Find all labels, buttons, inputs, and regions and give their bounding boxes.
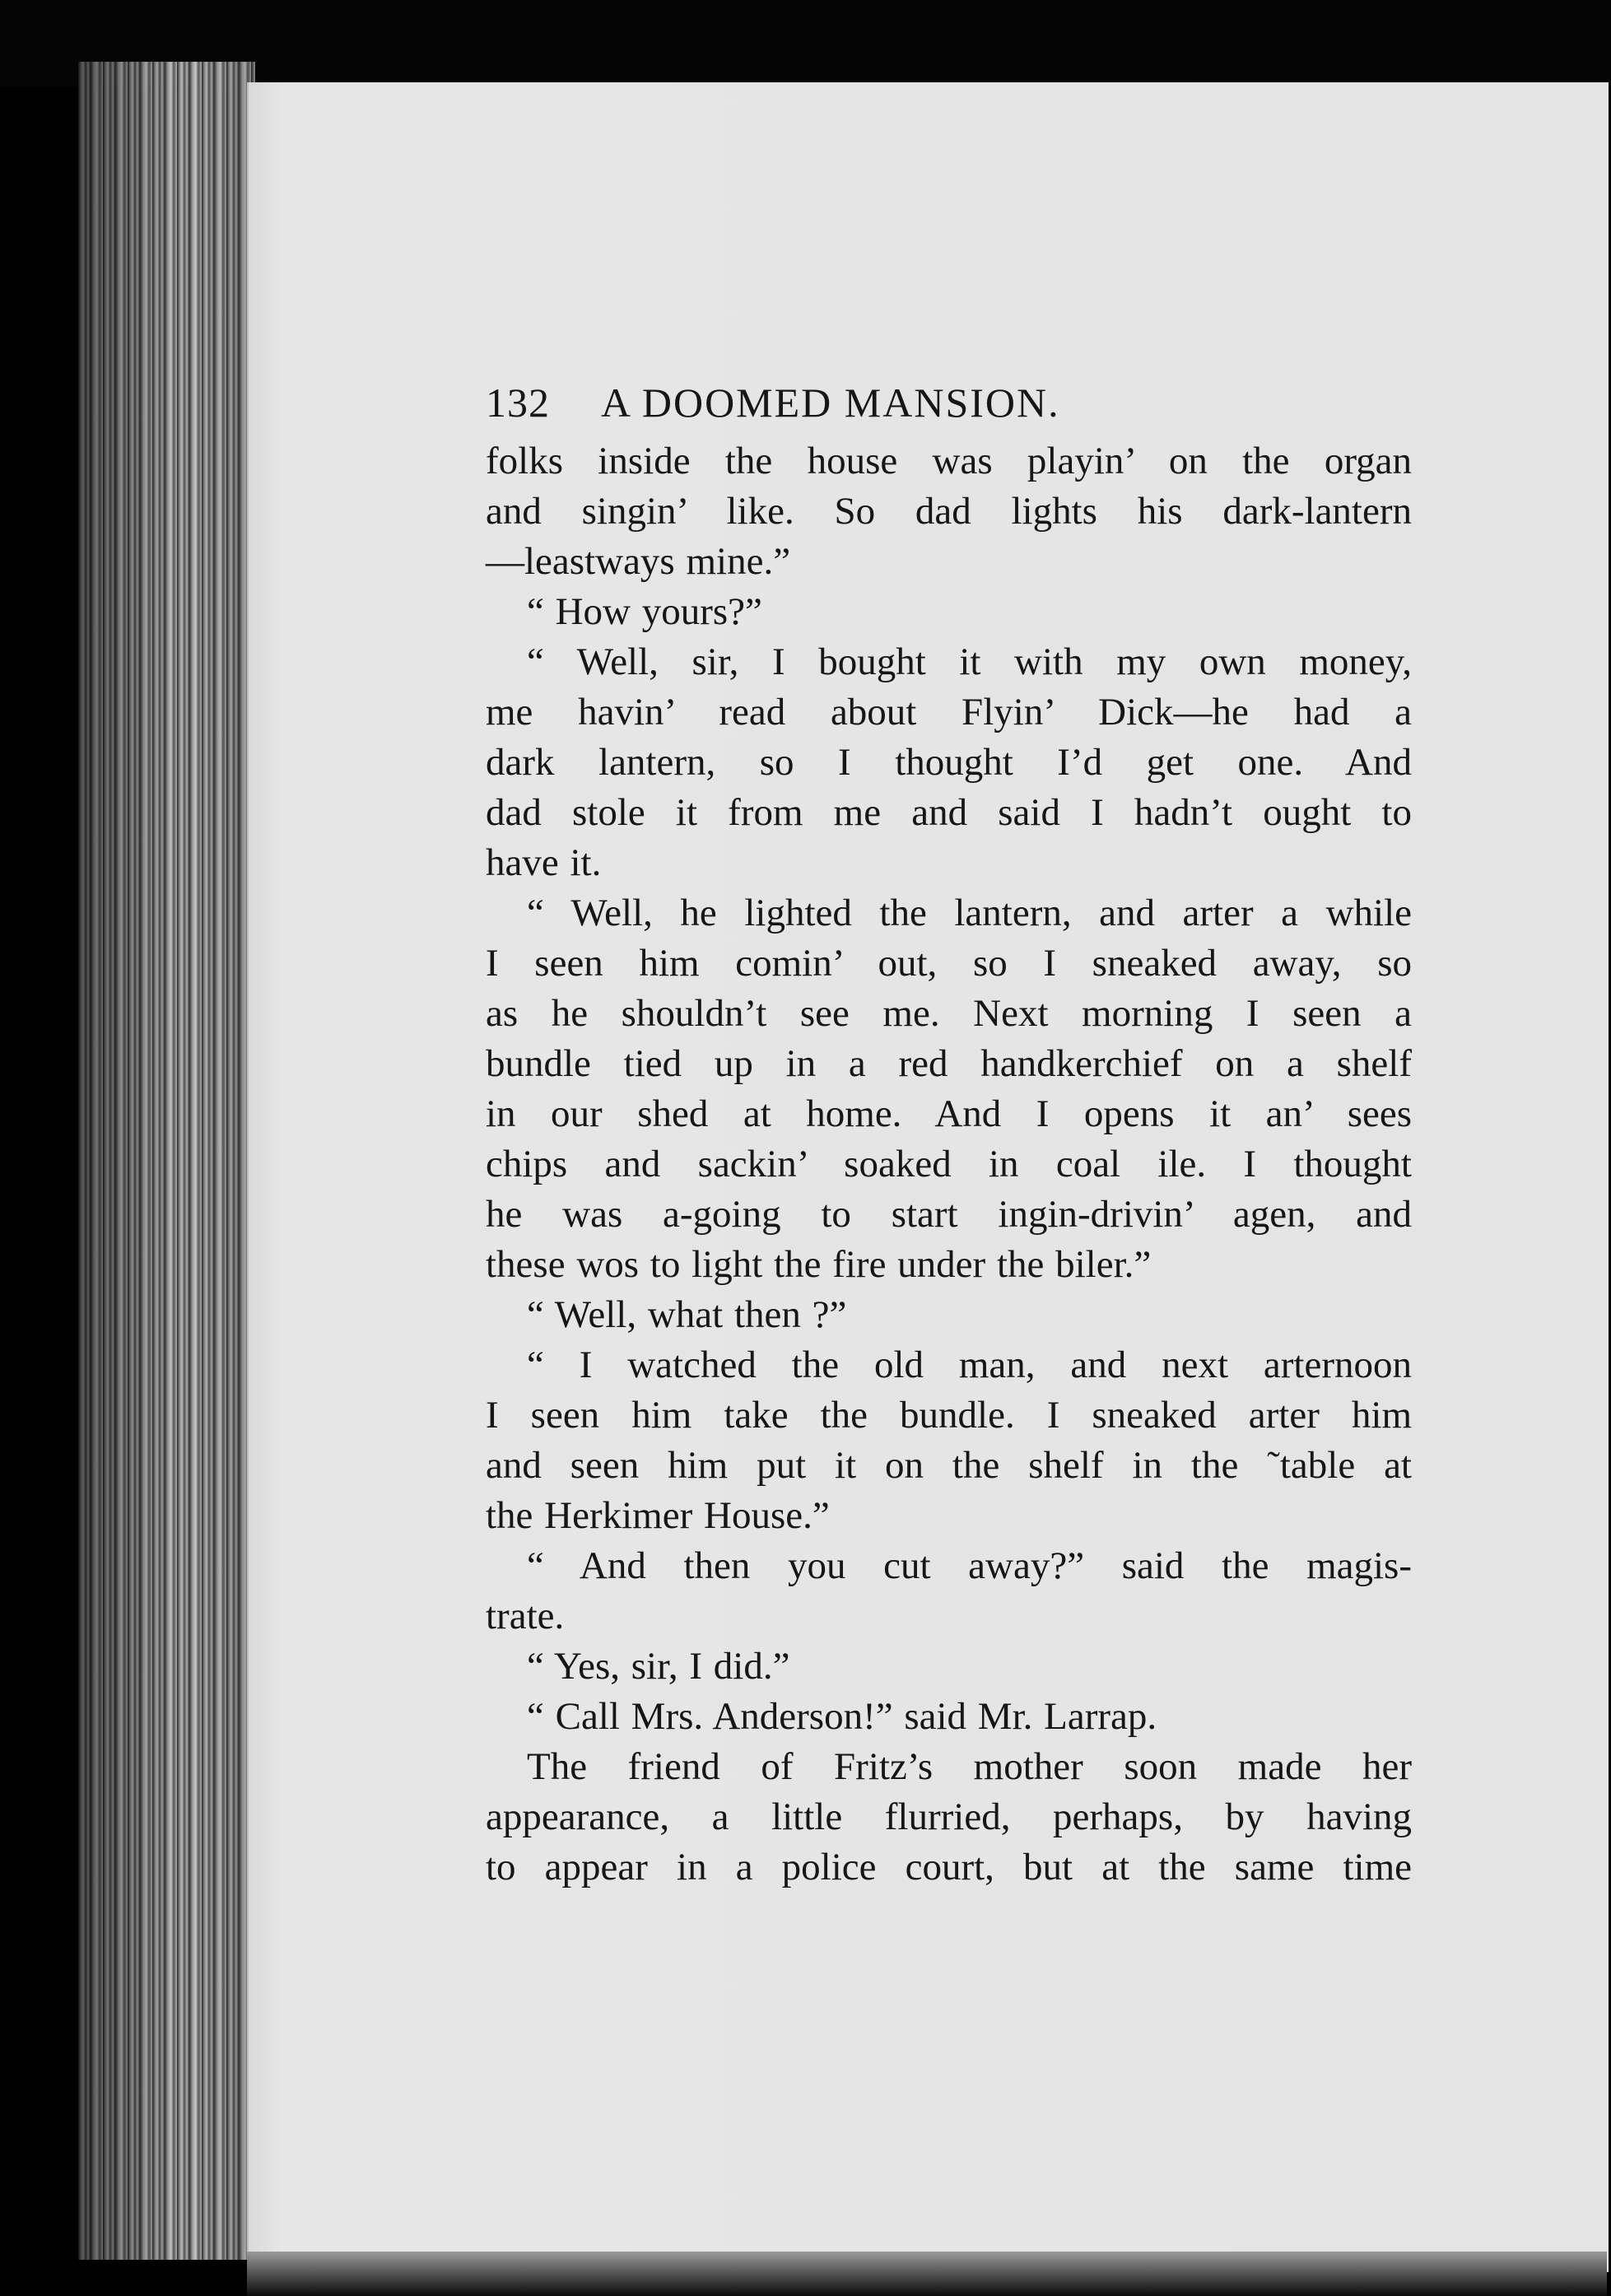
- text-line: “ I watched the old man, and next arternoon: [527, 1344, 1412, 1386]
- text-line: these wos to light the fire under the biler.”: [486, 1243, 1152, 1286]
- text-line: he was a-going to start ingin-drivin’ agen, and: [486, 1193, 1412, 1236]
- page-text-block: [486, 362, 1412, 1893]
- text-line: bundle tied up in a red handkerchief on a shelf: [486, 1042, 1412, 1085]
- text-line: dad stole it from me and said I hadn’t ought to: [486, 791, 1412, 834]
- text-line: folks inside the house was playin’ on the organ: [486, 440, 1412, 482]
- page-edges-shading: [78, 62, 255, 2260]
- text-line: as he shouldn’t see me. Next morning I seen a: [486, 992, 1412, 1035]
- text-line: chips and sackin’ soaked in coal ile. I thought: [486, 1143, 1412, 1185]
- text-line: “ Well, sir, I bought it with my own money,: [527, 640, 1412, 683]
- text-line: “ Call Mrs. Anderson!” said Mr. Larrap.: [527, 1695, 1157, 1738]
- running-title: A DOOMED MANSION.: [601, 380, 1060, 426]
- text-line: the Herkimer House.”: [486, 1494, 830, 1537]
- text-line: and singin’ like. So dad lights his dark-lantern: [486, 490, 1412, 533]
- text-line: The friend of Fritz’s mother soon made her: [527, 1745, 1412, 1788]
- text-line: I seen him comin’ out, so I sneaked away, so: [486, 942, 1412, 985]
- text-line: appearance, a little flurried, perhaps, by having: [486, 1795, 1412, 1838]
- text-line: “ Well, he lighted the lantern, and arter a while: [527, 892, 1412, 934]
- text-line: —leastways mine.”: [486, 540, 791, 583]
- text-line: in our shed at home. And I opens it an’ sees: [486, 1092, 1412, 1135]
- body-text: [486, 436, 1412, 1893]
- text-line: have it.: [486, 841, 602, 884]
- text-line: and seen him put it on the shelf in the ˜table at: [486, 1444, 1412, 1487]
- text-line: dark lantern, so I thought I’d get one. And: [486, 741, 1412, 784]
- text-line: “ Well, what then ?”: [527, 1293, 847, 1336]
- text-line: I seen him take the bundle. I sneaked arter him: [486, 1394, 1412, 1437]
- text-line: “ Yes, sir, I did.”: [527, 1645, 790, 1688]
- page-bottom-shadow: [247, 2252, 1607, 2296]
- text-line: trate.: [486, 1595, 565, 1637]
- text-line: “ And then you cut away?” said the magis-: [527, 1544, 1412, 1587]
- text-line: me havin’ read about Flyin’ Dick—he had a: [486, 691, 1412, 734]
- running-header: [486, 362, 1412, 436]
- text-line: “ How yours?”: [527, 590, 762, 633]
- text-line: to appear in a police court, but at the same time: [486, 1846, 1412, 1888]
- page-number: 132: [486, 380, 550, 426]
